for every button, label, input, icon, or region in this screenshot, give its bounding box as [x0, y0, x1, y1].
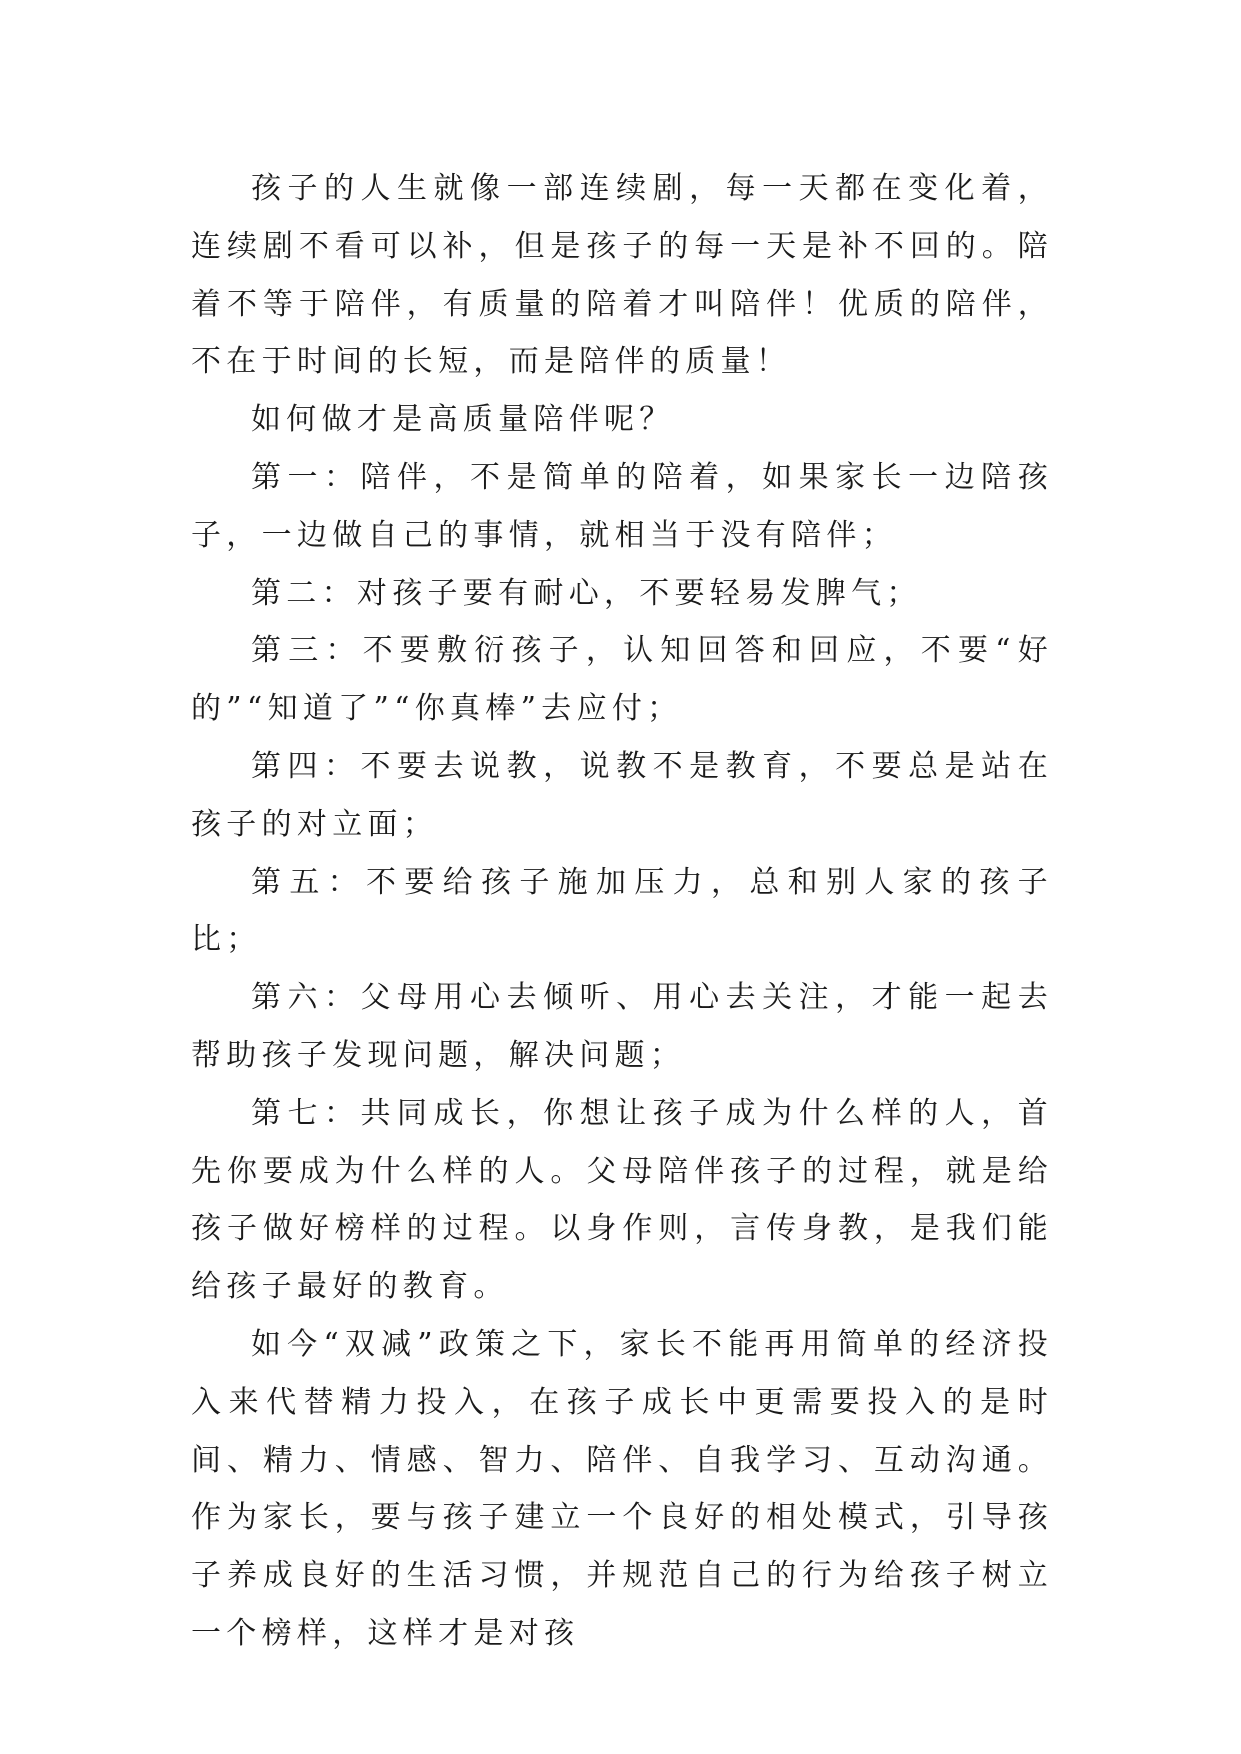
paragraph-point-1: 第一：陪伴，不是简单的陪着，如果家长一边陪孩子，一边做自己的事情，就相当于没有陪伴； [191, 459, 1053, 553]
paragraph-point-5: 第五：不要给孩子施加压力，总和别人家的孩子比； [191, 864, 1053, 958]
paragraph-double-reduction: 如今“双减”政策之下，家长不能再用简单的经济投入来代替精力投入，在孩子成长中更需要投入的是时间、精力、情感、智力、陪伴、自我学习、互动沟通。作为家长，要与孩子建立一个良好的相处模式，引导孩子养成良好的生活习惯，并规范自己的行为给孩子树立一个榜样，这样才是对孩 [191, 1326, 1053, 1651]
paragraph-point-2: 第二：对孩子要有耐心，不要轻易发脾气； [251, 575, 922, 611]
document-body [191, 160, 1053, 1663]
paragraph-point-3: 第三：不要敷衍孩子，认知回答和回应，不要“好的”“知道了”“你真棒”去应付； [191, 633, 1053, 727]
paragraph-point-7: 第七：共同成长，你想让孩子成为什么样的人，首先你要成为什么样的人。父母陪伴孩子的过程，就是给孩子做好榜样的过程。以身作则，言传身教，是我们能给孩子最好的教育。 [191, 1095, 1053, 1305]
paragraph-point-4: 第四：不要去说教，说教不是教育，不要总是站在孩子的对立面； [191, 748, 1053, 842]
paragraph-question: 如何做才是高质量陪伴呢？ [251, 402, 675, 438]
paragraph-intro: 孩子的人生就像一部连续剧，每一天都在变化着，连续剧不看可以补，但是孩子的每一天是补不回的。陪着不等于陪伴，有质量的陪着才叫陪伴！优质的陪伴，不在于时间的长短，而是陪伴的质量！ [191, 171, 1053, 380]
paragraph-point-6: 第六：父母用心去倾听、用心去关注，才能一起去帮助孩子发现问题，解决问题； [191, 980, 1053, 1073]
